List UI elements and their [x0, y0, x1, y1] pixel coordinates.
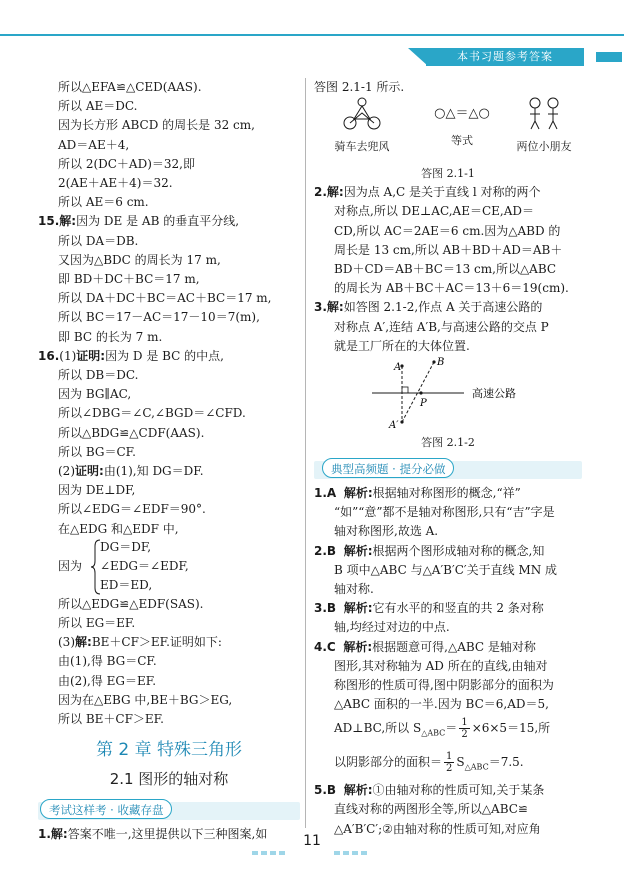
text-line: 在△EDG 和△EDF 中,: [58, 521, 179, 536]
highway-label: 高速公路: [472, 387, 516, 401]
text-line: 所以 BC＝17－AC＝17－10＝7(m),: [58, 310, 260, 325]
brace-system: [38, 539, 300, 595]
answer-3-header: [314, 599, 582, 618]
answer-5-header: [314, 781, 582, 800]
banner-label: 典型高频题 · 提分必做: [322, 458, 454, 478]
formula-text: ＝: [445, 721, 458, 736]
bicycle-icon: [340, 97, 384, 131]
figure-label: 答图 2.1-2: [421, 436, 475, 450]
text-line: 所以 2(DC＋AD)＝32,即: [58, 156, 195, 171]
text-line: 根据轴对称图形的概念,“祥”: [372, 486, 521, 501]
text-line: 因为 BG∥AC,: [58, 387, 132, 402]
question-16-header: [38, 347, 300, 366]
figure-label: 答图 2.1-1: [421, 167, 475, 181]
text-line: 因为 DE 是 AB 的垂直平分线,: [76, 214, 240, 229]
text-line: BE＋CF＞EF.证明如下:: [91, 635, 222, 650]
condition-line: ED＝ED,: [100, 577, 153, 592]
text-line: CD,所以 AC＝2AE＝6 cm.因为△ABD 的: [334, 223, 561, 238]
fraction: [444, 751, 454, 774]
text-line: 所以△EDG≌△EDF(SAS).: [58, 596, 204, 611]
point-b-label: B: [437, 357, 445, 369]
formula-text: 以阴影部分的面积＝: [334, 754, 443, 769]
text-line: 所以 DB＝DC.: [58, 368, 139, 383]
question-number: 2.: [314, 185, 327, 200]
text-line: 所以 DA＋DC＋BC＝AC＋BC＝17 m,: [58, 291, 272, 306]
question-number: 16.: [38, 348, 60, 363]
text-line: 所以 EG＝EF.: [58, 616, 136, 631]
proof-label: 证明:: [75, 464, 104, 479]
part-3-line: [38, 633, 300, 652]
text-line: 根据题意可得,△ABC 是轴对称: [372, 639, 536, 654]
text-line: 因为 D 是 BC 的中点,: [105, 348, 224, 363]
text-line: BD＋CD＝AB＋BC＝13 cm,所以△ABC: [334, 262, 557, 277]
text-line: 因为 DE⊥DF,: [58, 483, 136, 498]
formula-text: ＝7.5.: [488, 754, 524, 769]
figure-caption: 两位小朋友: [516, 140, 572, 154]
text-line: 因为长方形 ABCD 的周长是 32 cm,: [58, 118, 255, 133]
text-line: 所以∠DBG＝∠C,∠BGD＝∠CFD.: [58, 406, 246, 421]
because-label: 因为: [58, 558, 83, 573]
condition-line: ∠EDG＝∠EDF,: [100, 558, 189, 573]
text-line: ①由轴对称的性质可知,关于某条: [372, 783, 545, 798]
figure-two-children: [504, 97, 584, 156]
solution-label: 解:: [326, 300, 344, 315]
header-tab-wedge: [408, 48, 428, 66]
column-divider: [305, 78, 306, 828]
question-number: 1.: [38, 827, 51, 842]
text-line: 对称点 A′,连结 A′B,与高速公路的交点 P: [334, 319, 549, 334]
part-2-line: [38, 462, 300, 481]
formula-line: [314, 748, 582, 781]
solution-label: 解:: [326, 185, 344, 200]
text-line: 由(1),得 BG＝CF.: [58, 654, 157, 669]
two-children-icon: [524, 97, 564, 131]
text-line: 所以 AE＝DC.: [58, 99, 138, 114]
text-line: 所以 DA＝DB.: [58, 233, 139, 248]
question-3-header: [314, 298, 582, 317]
text-line: 所以∠EDG＝∠EDF＝90°.: [58, 502, 206, 517]
right-column: [314, 78, 582, 839]
text-line: 因为在△EBG 中,BE＋BG＞EG,: [58, 692, 233, 707]
text-line: 就是工厂所在的大体位置.: [334, 338, 470, 353]
question-15-header: [38, 212, 300, 231]
banner-label: 考试这样考 · 收藏存盘: [40, 799, 172, 819]
part-label: (3): [58, 635, 75, 650]
question-number: 15.: [38, 214, 60, 229]
text-line: 对称点,所以 DE⊥AC,AE＝CE,AD＝: [334, 204, 534, 219]
text-line: B 项中△ABC 与△A′B′C′关于直线 MN 成: [334, 562, 558, 577]
header-tab-end: [596, 52, 622, 62]
figure-equation: [422, 97, 502, 150]
answer-number: 3.B: [314, 601, 337, 616]
text-line: 称图形的性质可得,图中阴影部分的面积为: [334, 678, 554, 693]
figure-bicycle: [322, 97, 402, 156]
text-line: 因为点 A,C 是关于直线 l 对称的两个: [343, 185, 541, 200]
solution-label: 解:: [59, 214, 77, 229]
text-line: 它有水平的和竖直的共 2 条对称: [372, 601, 544, 616]
figure-2-1-1: [314, 97, 582, 165]
condition-line: DG＝DF,: [100, 539, 152, 554]
answer-number: 2.B: [314, 543, 337, 558]
figure-2-1-2: [314, 356, 582, 434]
answer-number: 4.C: [314, 639, 336, 654]
equation-symbols: ○△＝△○: [434, 106, 490, 122]
text-line: 又因为△BDC 的周长为 17 m,: [58, 252, 221, 267]
point-p-label: P: [420, 398, 427, 410]
fraction-denominator: 2: [461, 729, 468, 741]
header-rule: [0, 34, 624, 36]
text-line: 所以△BDG≌△CDF(AAS).: [58, 425, 205, 440]
fraction-denominator: 2: [446, 762, 453, 774]
point-a-label: A: [394, 362, 402, 374]
page-number-decoration-right: [334, 840, 370, 844]
text-line: 周长是 13 cm,所以 AB＋BD＋AD＝AB＋: [334, 242, 563, 257]
figure-caption: 等式: [451, 134, 473, 148]
section-banner: [314, 456, 582, 480]
section-banner: [38, 797, 300, 821]
question-number: 3.: [314, 300, 327, 315]
section-title: 2.1 图形的轴对称: [109, 770, 229, 789]
text-line: 由(1),知 DG＝DF.: [103, 464, 204, 479]
text-line: △ABC 面积的一半.因为 BC＝6,AD＝5,: [334, 697, 549, 712]
solution-label: 解:: [50, 827, 68, 842]
chapter-title: 第 2 章 特殊三角形: [95, 740, 243, 761]
text-line: 即 BC 的长为 7 m.: [58, 329, 163, 344]
text-line: 轴对称.: [334, 582, 374, 597]
highway-diagram: [314, 356, 582, 434]
text-line: 答图 2.1-1 所示.: [314, 80, 405, 94]
point-a-prime-label: A′: [389, 420, 399, 432]
figure-caption: 骑车去兜风: [334, 140, 390, 154]
answer-number: 5.B: [314, 783, 337, 798]
text-line: 所以 BE＋CF＞EF.: [58, 712, 164, 727]
part-label: (1): [59, 348, 77, 363]
text-line: 由(2),得 EG＝EF.: [58, 673, 157, 688]
part-label: (2): [58, 464, 75, 479]
text-line: 所以△EFA≌△CED(AAS).: [58, 80, 202, 94]
formula-text: ×6×5＝15,所: [471, 721, 551, 736]
answer-number: 1.A: [314, 486, 337, 501]
formula-text: AD⊥BC,所以 S: [334, 721, 422, 736]
analysis-label: 解析:: [343, 543, 373, 558]
fraction: [459, 717, 469, 740]
text-line: △A′B′C′;②由轴对称的性质可知,对应角: [334, 821, 541, 836]
text-line: 轴对称图形,故选 A.: [334, 524, 439, 539]
header-tab: 本书习题参考答案: [426, 48, 584, 66]
fraction-numerator: 1: [461, 717, 468, 729]
page-number: 11: [303, 833, 321, 849]
text-line: 如答图 2.1-2,作点 A 关于高速公路的: [343, 300, 543, 315]
text-line: 根据两个图形成轴对称的概念,知: [372, 543, 545, 558]
text-line: 直线对称的两图形全等,所以△ABC≌: [334, 802, 528, 817]
text-line: 图形,其对称轴为 AD 所在的直线,由轴对: [334, 658, 548, 673]
solution-label: 解:: [75, 635, 92, 650]
text-line: “如”“意”都不是轴对称图形,只有“吉”字是: [334, 505, 555, 520]
analysis-label: 解析:: [343, 486, 373, 501]
text-line: 即 BD＋DC＋BC＝17 m,: [58, 272, 200, 287]
text-line: 答案不唯一,这里提供以下三种图案,如: [67, 827, 268, 842]
formula-text: S: [456, 754, 465, 769]
text-line: 2(AE＋AE＋4)＝32.: [58, 176, 173, 191]
answer-4-header: [314, 638, 582, 657]
formula-subscript: △ABC: [464, 762, 489, 772]
text-line: 轴,均经过对边的中点.: [334, 620, 450, 635]
left-column: [38, 78, 300, 845]
formula-subscript: △ABC: [421, 728, 446, 738]
proof-label: 证明:: [76, 348, 106, 363]
text-line: 所以 AE＝6 cm.: [58, 195, 149, 210]
text-line: 所以 BG＝CF.: [58, 444, 136, 459]
answer-2-header: [314, 542, 582, 561]
text-line: 的周长为 AB＋BC＋AC＝13＋6＝19(cm).: [334, 281, 569, 296]
question-2-header: [314, 183, 582, 202]
analysis-label: 解析:: [343, 601, 373, 616]
brace-conditions: [100, 538, 189, 595]
answer-1-header: [314, 484, 582, 503]
text-line: AD＝AE＋4,: [58, 137, 130, 152]
formula-line: [314, 714, 582, 747]
analysis-label: 解析:: [343, 783, 373, 798]
fraction-numerator: 1: [446, 750, 453, 762]
analysis-label: 解析:: [343, 639, 373, 654]
